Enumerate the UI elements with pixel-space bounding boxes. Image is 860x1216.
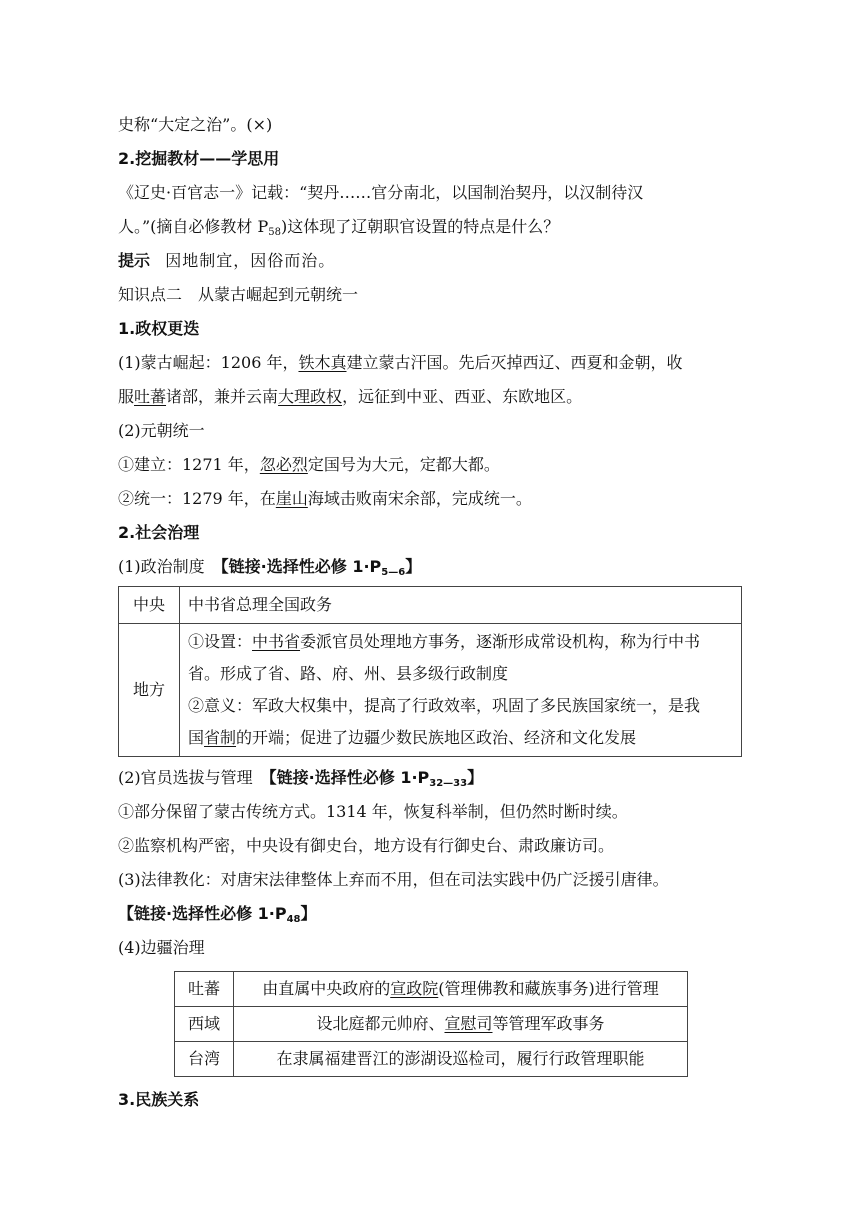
text: (2)官员选拔与管理 [118,768,269,787]
table-cell-key: 中央 [119,587,180,624]
cell-line [188,722,733,754]
text: 人。”(摘自必修教材 P [118,217,269,236]
text: 2.社会治理 [118,523,200,542]
knowledge-point-title [118,278,742,312]
text: (1)蒙古崛起：1206 年， [118,353,299,372]
table-cell-value [234,972,688,1007]
text-line [118,176,742,210]
keyword: 铁木真 [298,353,347,372]
cell-line: ②意义：军政大权集中，提高了行政效率，巩固了多民族国家统一，是我 [188,696,701,715]
hint-label: 提示 [118,251,151,270]
link-text: 】 [300,904,317,923]
text: ，远征到中亚、西亚、东欧地区。 [342,387,583,406]
table-row [175,972,688,1007]
text: ①设置： [188,632,253,651]
keyword: 省制 [204,728,237,747]
section-heading [118,312,742,346]
keyword: 崖山 [275,489,308,508]
text: 2.挖掘教材——学思用 [118,149,280,168]
text: (管理佛教和藏族事务)进行管理 [438,979,659,998]
text-line [118,482,742,516]
link-text: 】 [405,557,422,576]
keyword: 中书省 [252,632,301,651]
section-heading [118,516,742,550]
keyword: 宣政院 [390,979,439,998]
keyword: 忽必烈 [259,455,308,474]
page-subscript: 32—33 [429,778,468,789]
cell-line [188,626,733,658]
text: (4)边疆治理 [118,938,205,957]
text-line [118,108,742,142]
table-cell-key: 地方 [119,624,180,757]
page-subscript: 58 [268,227,282,238]
link-text: 】 [467,768,484,787]
section-heading [118,142,742,176]
frontier-governance-table [174,971,688,1077]
text: 《辽史·百官志一》记载：“契丹……官分南北，以国制治契丹，以汉制待汉 [118,183,644,202]
section-heading [118,1083,742,1117]
text: 建立蒙古汗国。先后灭掉西辽、西夏和金朝，收 [346,353,683,372]
text-line [118,414,742,448]
textbook-link [269,768,483,787]
text: 诸部，兼并云南 [166,387,279,406]
table-row [175,1007,688,1042]
document-content [118,108,742,1117]
text-line [118,863,742,897]
text: (3)法律教化：对唐宋法律整体上弃而不用，但在司法实践中仍广泛援引唐律。 [118,870,669,889]
hint-text: 因地制宜，因俗而治。 [165,251,336,270]
text: 等管理军政事务 [492,1014,605,1033]
table-cell-key: 台湾 [175,1042,234,1077]
keyword: 大理政权 [278,387,343,406]
text: 委派官员处理地方事务，逐渐形成常设机构，称为行中书 [300,632,701,651]
page-subscript: 48 [286,914,301,925]
text: 知识点二 从蒙古崛起到元朝统一 [118,285,359,304]
textbook-link [118,897,742,931]
table-cell-value: 中书省总理全国政务 [180,587,742,624]
text: ②监察机构严密，中央设有御史台，地方设有行御史台、肃政廉访司。 [118,836,615,855]
text: 由直属中央政府的 [262,979,391,998]
text: 的开端；促进了边疆少数民族地区政治、经济和文化发展 [236,728,637,747]
text-line [118,761,742,795]
text-line [118,448,742,482]
keyword: 吐蕃 [134,387,167,406]
text-line [118,931,742,965]
text: 史称“大定之治”。(×) [118,115,273,134]
text-line [118,795,742,829]
text: 定国号为大元，定都大都。 [307,455,500,474]
page-subscript: 5—6 [381,567,406,578]
text-line [118,346,742,380]
text: )这体现了辽朝职官设置的特点是什么？ [281,217,560,236]
hint-line [118,244,742,278]
table-cell-value [180,624,742,757]
table-row [119,587,742,624]
text: ②统一：1279 年，在 [118,489,276,508]
text-line [118,210,742,244]
link-text: 【链接·选择性必修 1·P [220,557,382,576]
keyword: 宣慰司 [444,1014,493,1033]
text: 服 [118,387,135,406]
textbook-link [221,557,422,576]
text: (2)元朝统一 [118,421,205,440]
table-cell-key: 吐蕃 [175,972,234,1007]
table-row [119,624,742,757]
text: 海域击败南宋余部，完成统一。 [307,489,532,508]
link-text: 【链接·选择性必修 1·P [268,768,430,787]
text: 3.民族关系 [118,1090,200,1109]
text: 1.政权更迭 [118,319,200,338]
table-cell-value [234,1007,688,1042]
text: (1)政治制度 [118,557,221,576]
table-cell-value: 在隶属福建晋江的澎湖设巡检司，履行行政管理职能 [234,1042,688,1077]
text: 设北庭都元帅府、 [316,1014,445,1033]
table-row [175,1042,688,1077]
text: ①部分保留了蒙古传统方式。1314 年，恢复科举制，但仍然时断时续。 [118,802,628,821]
link-text: 【链接·选择性必修 1·P [118,904,287,923]
cell-line: 省。形成了省、路、府、州、县多级行政制度 [188,664,509,683]
text-line [118,829,742,863]
table-cell-key: 西域 [175,1007,234,1042]
political-system-table [118,586,742,757]
text-line [118,550,742,584]
text-line [118,380,742,414]
text: ①建立：1271 年， [118,455,260,474]
text: 国 [188,728,205,747]
